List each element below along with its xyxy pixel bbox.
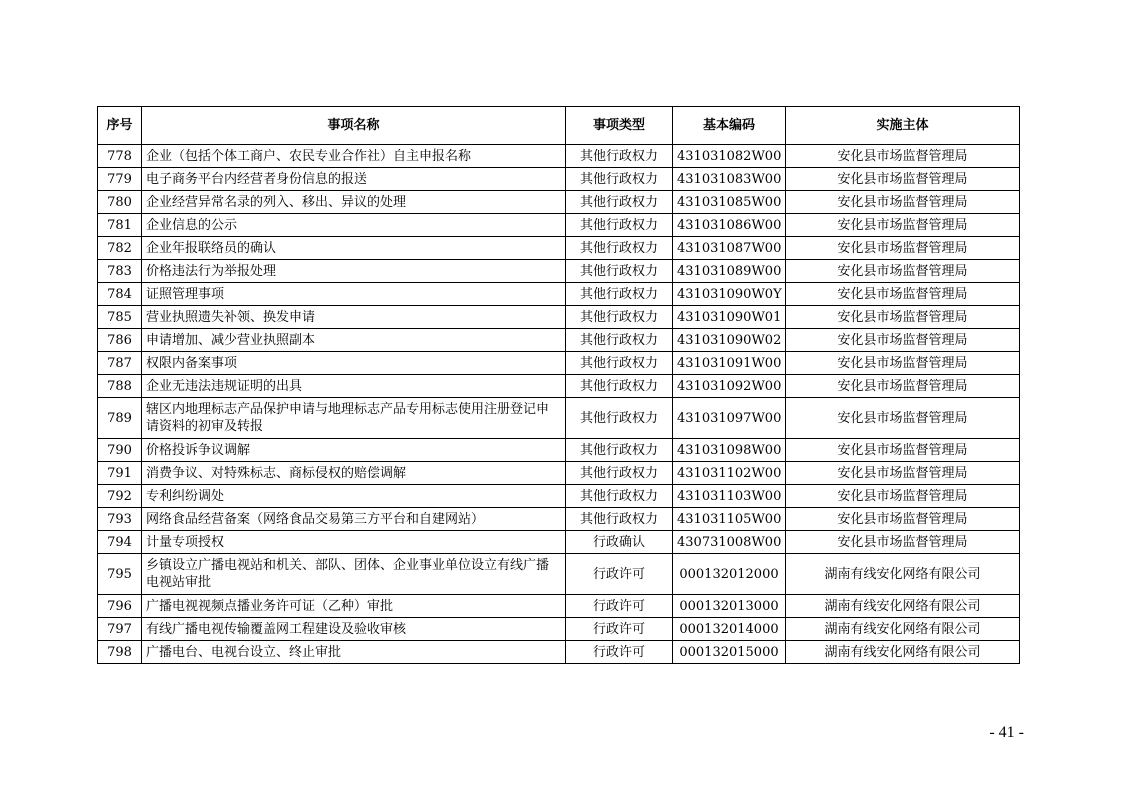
table-body	[98, 145, 1020, 664]
cell-agency: 安化县市场监督管理局	[786, 237, 1020, 260]
cell-agency: 安化县市场监督管理局	[786, 462, 1020, 485]
cell-item-name: 企业经营异常名录的列入、移出、异议的处理	[142, 191, 566, 214]
cell-agency: 湖南有线安化网络有限公司	[786, 618, 1020, 641]
cell-item-name: 辖区内地理标志产品保护申请与地理标志产品专用标志使用注册登记申请资料的初审及转报	[142, 398, 566, 439]
cell-item-name: 乡镇设立广播电视站和机关、部队、团体、企业事业单位设立有线广播电视站审批	[142, 554, 566, 595]
table-row	[98, 439, 1020, 462]
table-row	[98, 641, 1020, 664]
cell-serial: 786	[98, 329, 142, 352]
cell-item-name: 电子商务平台内经营者身份信息的报送	[142, 168, 566, 191]
cell-basic-code: 431031087W00	[673, 237, 786, 260]
cell-agency: 安化县市场监督管理局	[786, 352, 1020, 375]
table-row	[98, 595, 1020, 618]
table-row	[98, 306, 1020, 329]
cell-item-type: 其他行政权力	[566, 191, 673, 214]
cell-serial: 792	[98, 485, 142, 508]
cell-item-type: 其他行政权力	[566, 485, 673, 508]
cell-basic-code: 431031103W00	[673, 485, 786, 508]
cell-item-type: 其他行政权力	[566, 375, 673, 398]
cell-item-type: 其他行政权力	[566, 352, 673, 375]
table-row	[98, 618, 1020, 641]
cell-basic-code: 431031090W0Y	[673, 283, 786, 306]
header-agency: 实施主体	[786, 107, 1020, 145]
header-serial: 序号	[98, 107, 142, 145]
cell-item-name: 申请增加、减少营业执照副本	[142, 329, 566, 352]
cell-agency: 安化县市场监督管理局	[786, 191, 1020, 214]
cell-agency: 湖南有线安化网络有限公司	[786, 554, 1020, 595]
cell-agency: 安化县市场监督管理局	[786, 260, 1020, 283]
cell-basic-code: 431031092W00	[673, 375, 786, 398]
table-row	[98, 329, 1020, 352]
cell-item-name: 价格违法行为举报处理	[142, 260, 566, 283]
cell-item-name: 权限内备案事项	[142, 352, 566, 375]
cell-item-type: 其他行政权力	[566, 260, 673, 283]
cell-agency: 安化县市场监督管理局	[786, 306, 1020, 329]
cell-agency: 安化县市场监督管理局	[786, 398, 1020, 439]
cell-item-name: 营业执照遗失补领、换发申请	[142, 306, 566, 329]
cell-item-type: 其他行政权力	[566, 168, 673, 191]
table-row	[98, 214, 1020, 237]
cell-agency: 安化县市场监督管理局	[786, 439, 1020, 462]
cell-item-type: 行政许可	[566, 641, 673, 664]
cell-serial: 779	[98, 168, 142, 191]
table-header-row	[98, 107, 1020, 145]
cell-item-type: 其他行政权力	[566, 237, 673, 260]
cell-basic-code: 431031102W00	[673, 462, 786, 485]
cell-serial: 785	[98, 306, 142, 329]
cell-item-type: 行政许可	[566, 618, 673, 641]
cell-basic-code: 431031097W00	[673, 398, 786, 439]
cell-item-type: 其他行政权力	[566, 398, 673, 439]
cell-agency: 安化县市场监督管理局	[786, 168, 1020, 191]
cell-agency: 安化县市场监督管理局	[786, 375, 1020, 398]
header-item-name: 事项名称	[142, 107, 566, 145]
cell-item-type: 行政许可	[566, 554, 673, 595]
cell-item-type: 其他行政权力	[566, 145, 673, 168]
cell-serial: 784	[98, 283, 142, 306]
cell-item-type: 其他行政权力	[566, 283, 673, 306]
table-row	[98, 260, 1020, 283]
cell-item-name: 消费争议、对特殊标志、商标侵权的赔偿调解	[142, 462, 566, 485]
cell-item-name: 企业年报联络员的确认	[142, 237, 566, 260]
cell-item-name: 价格投诉争议调解	[142, 439, 566, 462]
table-row	[98, 462, 1020, 485]
cell-item-type: 其他行政权力	[566, 329, 673, 352]
matters-table	[97, 106, 1020, 664]
header-item-type: 事项类型	[566, 107, 673, 145]
table-row	[98, 145, 1020, 168]
cell-basic-code: 000132013000	[673, 595, 786, 618]
table-row	[98, 398, 1020, 439]
cell-serial: 780	[98, 191, 142, 214]
cell-serial: 781	[98, 214, 142, 237]
cell-item-name: 企业无违法违规证明的出具	[142, 375, 566, 398]
cell-agency: 安化县市场监督管理局	[786, 508, 1020, 531]
cell-basic-code: 431031085W00	[673, 191, 786, 214]
cell-basic-code: 431031089W00	[673, 260, 786, 283]
table-row	[98, 531, 1020, 554]
cell-item-type: 其他行政权力	[566, 214, 673, 237]
cell-basic-code: 000132015000	[673, 641, 786, 664]
cell-item-name: 有线广播电视传输覆盖网工程建设及验收审核	[142, 618, 566, 641]
cell-item-name: 证照管理事项	[142, 283, 566, 306]
cell-basic-code: 431031086W00	[673, 214, 786, 237]
cell-item-type: 行政许可	[566, 595, 673, 618]
cell-basic-code: 000132012000	[673, 554, 786, 595]
cell-item-type: 其他行政权力	[566, 306, 673, 329]
table-row	[98, 554, 1020, 595]
cell-agency: 安化县市场监督管理局	[786, 329, 1020, 352]
cell-agency: 湖南有线安化网络有限公司	[786, 595, 1020, 618]
cell-item-type: 行政确认	[566, 531, 673, 554]
cell-basic-code: 431031098W00	[673, 439, 786, 462]
cell-item-type: 其他行政权力	[566, 439, 673, 462]
cell-agency: 安化县市场监督管理局	[786, 214, 1020, 237]
cell-serial: 797	[98, 618, 142, 641]
cell-agency: 安化县市场监督管理局	[786, 531, 1020, 554]
cell-basic-code: 431031082W00	[673, 145, 786, 168]
cell-serial: 791	[98, 462, 142, 485]
table-row	[98, 237, 1020, 260]
table-row	[98, 485, 1020, 508]
page-number: - 41 -	[989, 724, 1024, 741]
cell-item-type: 其他行政权力	[566, 462, 673, 485]
header-basic-code: 基本编码	[673, 107, 786, 145]
cell-basic-code: 431031090W02	[673, 329, 786, 352]
cell-serial: 787	[98, 352, 142, 375]
cell-item-name: 计量专项授权	[142, 531, 566, 554]
cell-item-name: 网络食品经营备案（网络食品交易第三方平台和自建网站）	[142, 508, 566, 531]
cell-serial: 790	[98, 439, 142, 462]
cell-serial: 795	[98, 554, 142, 595]
table-row	[98, 191, 1020, 214]
cell-serial: 796	[98, 595, 142, 618]
cell-item-type: 其他行政权力	[566, 508, 673, 531]
cell-item-name: 广播电台、电视台设立、终止审批	[142, 641, 566, 664]
cell-basic-code: 431031083W00	[673, 168, 786, 191]
cell-serial: 782	[98, 237, 142, 260]
table-row	[98, 168, 1020, 191]
cell-serial: 793	[98, 508, 142, 531]
cell-basic-code: 431031091W00	[673, 352, 786, 375]
cell-basic-code: 430731008W00	[673, 531, 786, 554]
cell-serial: 789	[98, 398, 142, 439]
cell-agency: 安化县市场监督管理局	[786, 485, 1020, 508]
cell-basic-code: 000132014000	[673, 618, 786, 641]
cell-item-name: 专利纠纷调处	[142, 485, 566, 508]
table-row	[98, 375, 1020, 398]
table-row	[98, 352, 1020, 375]
cell-basic-code: 431031105W00	[673, 508, 786, 531]
cell-serial: 798	[98, 641, 142, 664]
cell-serial: 778	[98, 145, 142, 168]
cell-agency: 湖南有线安化网络有限公司	[786, 641, 1020, 664]
cell-serial: 794	[98, 531, 142, 554]
table-row	[98, 283, 1020, 306]
cell-basic-code: 431031090W01	[673, 306, 786, 329]
table-row	[98, 508, 1020, 531]
cell-serial: 788	[98, 375, 142, 398]
cell-agency: 安化县市场监督管理局	[786, 145, 1020, 168]
cell-agency: 安化县市场监督管理局	[786, 283, 1020, 306]
cell-item-name: 企业（包括个体工商户、农民专业合作社）自主申报名称	[142, 145, 566, 168]
cell-item-name: 企业信息的公示	[142, 214, 566, 237]
cell-item-name: 广播电视视频点播业务许可证（乙种）审批	[142, 595, 566, 618]
cell-serial: 783	[98, 260, 142, 283]
